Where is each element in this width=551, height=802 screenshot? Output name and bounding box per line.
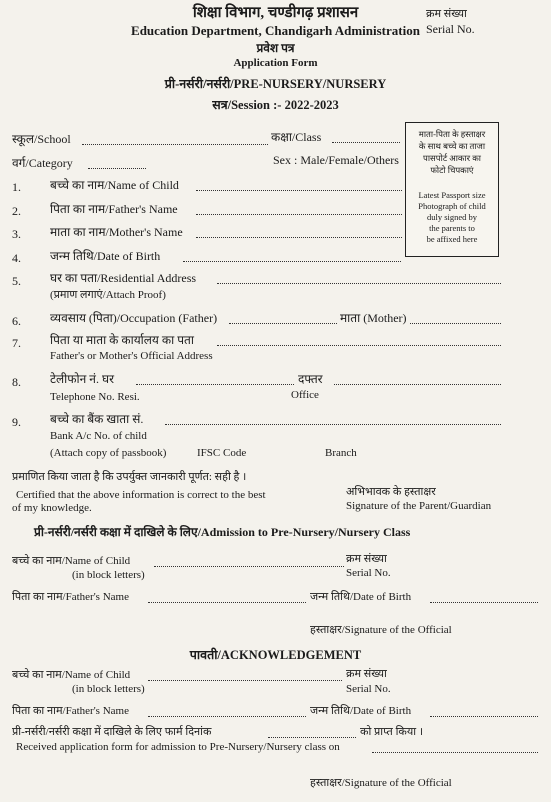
class-line: प्री-नर्सरी/नर्सरी/PRE-NURSERY/NURSERY — [164, 77, 387, 91]
ack-serial-label: Serial No. — [346, 683, 391, 695]
serial-no-label: Serial No. — [426, 22, 475, 36]
item-number: 5. — [12, 274, 21, 288]
father-name-label: पिता का नाम/Father's Name — [50, 202, 178, 216]
dept-title-hindi: शिक्षा विभाग, चण्डीगढ़ प्रशासन — [192, 5, 359, 21]
ack-received-date-hindi-field[interactable] — [268, 737, 356, 738]
ack-received-hindi: प्री-नर्सरी/नर्सरी कक्षा में दाखिले के लिए फार्म दिनांक — [12, 726, 212, 738]
admission-serial-hindi: क्रम संख्या — [346, 553, 387, 565]
item-number: 1. — [12, 180, 21, 194]
item-number: 7. — [12, 336, 21, 350]
block-letters-note: (in block letters) — [72, 569, 145, 581]
ifsc-label: IFSC Code — [197, 447, 247, 459]
photo-instruction-hi-3: पासपोर्ट आकार का — [423, 153, 481, 163]
dob-label: जन्म तिथि/Date of Birth — [50, 249, 161, 263]
ack-dob-field[interactable] — [430, 716, 538, 717]
mother-occupation-field[interactable] — [410, 323, 501, 324]
admission-heading: प्री-नर्सरी/नर्सरी कक्षा में दाखिले के लिए/Admission to Pre-Nursery/Nursery Class — [34, 525, 411, 539]
category-label: वर्ग/Category — [12, 156, 73, 170]
admission-dob-label: जन्म तिथि/Date of Birth — [310, 591, 412, 603]
mother-occupation-label: माता (Mother) — [340, 311, 407, 325]
ack-received-text: Received application form for admission to Pre-Nursery/Nursery class on — [16, 741, 340, 753]
photo-instruction-hi-2: के साथ बच्चे का ताजा — [418, 141, 486, 151]
ack-father-name-field[interactable] — [148, 716, 306, 717]
ack-serial-hindi: क्रम संख्या — [346, 668, 387, 680]
admission-child-name-label: बच्चे का नाम/Name of Child — [12, 555, 131, 567]
parent-signature-hindi: अभिभावक के हस्ताक्षर — [346, 486, 436, 498]
dept-title-english: Education Department, Chandigarh Administration — [131, 23, 420, 38]
photo-instruction-en-5: be affixed here — [426, 234, 478, 244]
photo-instruction-en-4: the parents to — [429, 223, 475, 233]
form-title-hindi: प्रवेश पत्र — [256, 41, 295, 55]
branch-label: Branch — [325, 447, 357, 459]
telephone-office-field[interactable] — [334, 384, 501, 385]
ack-received-date-field[interactable] — [372, 752, 538, 753]
passbook-note: (Attach copy of passbook) — [50, 447, 167, 459]
admission-child-name-field[interactable] — [154, 566, 344, 567]
child-name-field[interactable] — [196, 190, 402, 191]
class-field[interactable] — [332, 142, 400, 143]
photo-instruction-en-2: Photograph of child — [418, 201, 486, 211]
mother-name-field[interactable] — [196, 237, 402, 238]
mother-name-label: माता का नाम/Mother's Name — [50, 225, 183, 239]
office-address-field[interactable] — [217, 345, 501, 346]
ack-father-name-label: पिता का नाम/Father's Name — [12, 705, 129, 717]
dob-field[interactable] — [183, 261, 401, 262]
photo-instruction-hi-1: माता-पिता के हस्ताक्षर — [418, 129, 486, 139]
bank-account-label: Bank A/c No. of child — [50, 430, 147, 442]
admission-father-name-label: पिता का नाम/Father's Name — [12, 591, 129, 603]
sex-field[interactable]: Sex : Male/Female/Others — [273, 153, 399, 167]
session-line: सत्र/Session :- 2022-2023 — [212, 98, 339, 112]
block-letters-note: (in block letters) — [72, 683, 145, 695]
photo-instruction-en-3: duly signed by — [426, 212, 478, 222]
telephone-label-hindi: टेलीफोन नं. घर — [50, 372, 114, 386]
bank-account-label-hindi: बच्चे का बैंक खाता सं. — [50, 412, 144, 426]
child-name-label: बच्चे का नाम/Name of Child — [50, 178, 179, 192]
admission-dob-field[interactable] — [430, 602, 538, 603]
certification-text-line-1: Certified that the above information is correct to the best — [16, 489, 266, 501]
certification-text-line-2: of my knowledge. — [12, 502, 92, 514]
office-address-label: Father's or Mother's Official Address — [50, 350, 213, 362]
admission-father-name-field[interactable] — [148, 602, 306, 603]
school-label: स्कूल/School — [12, 132, 71, 146]
photo-instruction-hi-4: फोटो चिपकाएं — [430, 165, 474, 175]
form-title-english: Application Form — [233, 57, 318, 69]
ack-received-hindi-end: को प्राप्त किया । — [360, 726, 424, 738]
item-number: 3. — [12, 227, 21, 241]
ack-official-signature: हस्ताक्षर/Signature of the Official — [310, 777, 452, 789]
admission-official-signature: हस्ताक्षर/Signature of the Official — [310, 624, 452, 636]
ack-dob-label: जन्म तिथि/Date of Birth — [310, 705, 412, 717]
item-number: 2. — [12, 204, 21, 218]
address-label: घर का पता/Residential Address — [50, 271, 197, 285]
bank-account-field[interactable] — [165, 424, 501, 425]
telephone-resi-field[interactable] — [136, 384, 294, 385]
item-number: 9. — [12, 415, 21, 429]
admission-serial-label: Serial No. — [346, 567, 391, 579]
school-field[interactable] — [82, 144, 268, 145]
ack-child-name-label: बच्चे का नाम/Name of Child — [12, 669, 131, 681]
item-number: 8. — [12, 375, 21, 389]
item-number: 6. — [12, 314, 21, 328]
parent-signature-label: Signature of the Parent/Guardian — [346, 500, 492, 512]
telephone-resi-label: Telephone No. Resi. — [50, 391, 140, 403]
father-name-field[interactable] — [196, 214, 402, 215]
item-number: 4. — [12, 251, 21, 265]
certification-hindi: प्रमाणित किया जाता है कि उपर्युक्त जानकारी पूर्णत: सही है । — [12, 471, 247, 483]
office-address-label-hindi: पिता या माता के कार्यालय का पता — [50, 333, 194, 347]
photo-box[interactable] — [405, 122, 499, 257]
father-occupation-field[interactable] — [229, 323, 337, 324]
ack-child-name-field[interactable] — [148, 680, 342, 681]
photo-instruction-en-1: Latest Passport size — [418, 190, 486, 200]
category-field[interactable] — [88, 168, 146, 169]
father-occupation-label: व्यवसाय (पिता)/Occupation (Father) — [50, 311, 218, 325]
ack-heading: पावती/ACKNOWLEDGEMENT — [189, 648, 362, 662]
address-proof-note: (प्रमाण लगाएं/Attach Proof) — [50, 289, 166, 301]
serial-no-hindi: क्रम संख्या — [426, 8, 467, 20]
class-label: कक्षा/Class — [271, 130, 322, 144]
telephone-office-label: Office — [291, 389, 319, 401]
office-phone-label-hindi: दफ्तर — [298, 372, 323, 386]
address-field[interactable] — [217, 283, 501, 284]
